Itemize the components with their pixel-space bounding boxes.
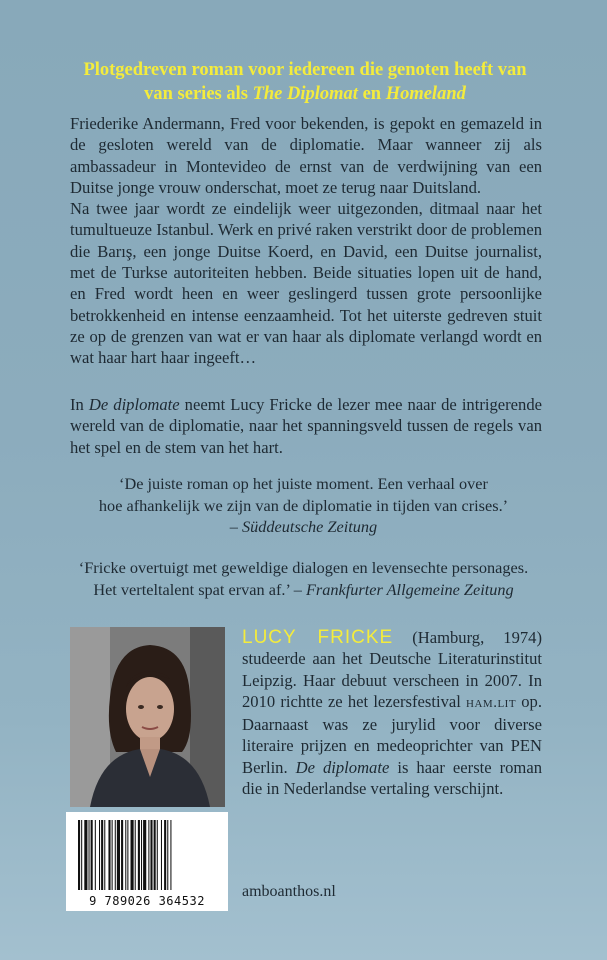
blurb-paragraph-2: Na twee jaar wordt ze eindelijk weer uitgezonden, ditmaal naar het tumultueuze Istanbul. Werk en privé raken verstrikt door de problemen die Barış, een jonge Duitse Koerd, en David, een Duitse journalist, met de Turkse autoriteiten hebben. Beide situaties lopen uit de hand, en Fred wordt heen en weer geslingerd tussen grote persoonlijke betrokkenheid en intense eenzaamheid. Tot het uiterste gedreven stuit ze op de grenzen van wat er van haar als diplomate verlangd wordt en wat haar hart haar ingeeft… xyxy=(70,199,542,368)
barcode-bar xyxy=(143,820,146,890)
quote-1-source: – Süddeutsche Zeitung xyxy=(229,517,378,536)
barcode-bar xyxy=(154,820,156,890)
barcode-bar xyxy=(138,820,140,890)
barcode-bar xyxy=(95,820,96,890)
series-title-homeland: Homeland xyxy=(385,84,466,104)
isbn-barcode xyxy=(66,812,228,911)
review-quote-2 xyxy=(50,557,557,600)
barcode-bar xyxy=(170,820,171,890)
quote-1-line-1: ‘De juiste roman op het juiste moment. Een verhaal over xyxy=(119,474,488,493)
tagline-line-1: Plotgedreven roman voor iedereen die genoten heeft van xyxy=(83,60,527,80)
barcode-bar xyxy=(131,820,134,890)
barcode-bar xyxy=(89,820,90,890)
isbn-digits: 9 789026 364532 xyxy=(89,894,205,908)
author-bio-part-2: op. Daarnaast was ze jurylid voor diverse literaire prijzen en medeoprichter van PEN Berlin. xyxy=(242,691,542,777)
barcode-bar xyxy=(150,820,152,890)
barcode-bar xyxy=(164,820,166,890)
barcode-bar xyxy=(121,820,123,890)
series-title-diplomat: The Diplomat xyxy=(252,84,358,104)
book-title-inline: De diplomate xyxy=(88,395,180,414)
tagline-line-2 xyxy=(40,82,570,106)
barcode-bar xyxy=(117,820,120,890)
author-name: LUCY FRICKE xyxy=(242,627,394,648)
barcode-bar xyxy=(104,820,105,890)
author-photo xyxy=(70,627,225,807)
barcode-bar xyxy=(135,820,136,890)
quote-2-line-2 xyxy=(50,579,557,601)
blurb-paragraph-1: Friederike Andermann, Fred voor bekenden, is gepokt en gemazeld in de gesloten wereld van de diplomatie. Maar wanneer zij als ambassadeur in Montevideo de ernst van de verdwijning van een Duitse jonge vrouw onderschat, moet ze terug naar Duitsland. xyxy=(70,114,542,197)
publisher-url: amboanthos.nl xyxy=(242,883,336,900)
quote-2-line-1: ‘Fricke overtuigt met geweldige dialogen en levensechte personages. xyxy=(78,558,529,577)
barcode-bar xyxy=(127,820,128,890)
para3-rest: neemt Lucy Fricke de lezer mee naar de intrigerende wereld van de diplomatie, naar het spanningsveld tussen de regels van het spel en de stem van het hart. xyxy=(70,395,542,457)
barcode-bar xyxy=(78,820,80,890)
barcode-bar xyxy=(112,820,113,890)
barcode-bars xyxy=(66,812,228,894)
blurb-summary xyxy=(70,394,542,458)
tagline-prefix: van series als xyxy=(144,84,253,104)
barcode-bar xyxy=(161,820,162,890)
festival-name: ham.lit xyxy=(466,694,517,711)
barcode-bar xyxy=(84,820,87,890)
quote-1-line-2: hoe afhankelijk we zijn van de diplomatie in tijden van crises.’ xyxy=(98,495,509,515)
quote-2-source: – Frankfurter Allgemeine Zeitung xyxy=(293,579,514,599)
barcode-bar xyxy=(167,820,168,890)
tagline xyxy=(40,58,570,106)
barcode-bar xyxy=(81,820,82,890)
tagline-mid: en xyxy=(357,84,386,104)
barcode-bar xyxy=(141,820,142,890)
para3-prefix: In xyxy=(70,395,89,414)
author-bio-part-3: is haar eerste roman die in Nederlandse vertaling verschijnt. xyxy=(242,757,543,799)
blurb-paragraph-3 xyxy=(70,394,542,458)
author-bio-part-1: (Hamburg, 1974) studeerde aan het Deutsche Literaturinstitut Leipzig. Haar debuut verscheen in 2007. In 2010 richtte ze het lezersfestival xyxy=(242,628,542,711)
author-book-title: De diplomate xyxy=(295,757,390,777)
barcode-bar xyxy=(108,820,110,890)
barcode-bar xyxy=(99,820,100,890)
barcode-bar xyxy=(157,820,158,890)
barcode-bar xyxy=(91,820,93,890)
barcode-bar xyxy=(125,820,126,890)
blurb xyxy=(70,113,542,369)
quote-2-text: Het verteltalent spat ervan af.’ xyxy=(93,579,290,599)
barcode-bar xyxy=(115,820,116,890)
author-bio xyxy=(242,627,542,799)
review-quote-1 xyxy=(50,473,557,538)
barcode-bar xyxy=(101,820,103,890)
barcode-bar xyxy=(148,820,149,890)
